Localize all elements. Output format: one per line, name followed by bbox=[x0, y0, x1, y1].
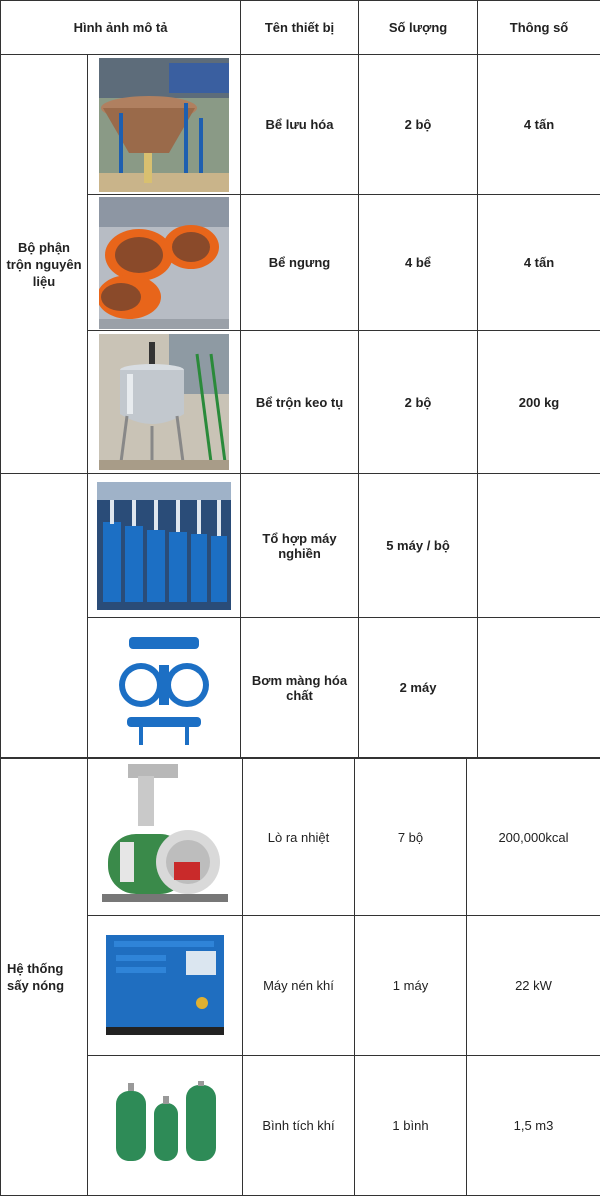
equipment-quantity: 5 máy / bộ bbox=[359, 474, 478, 618]
equipment-quantity: 2 bộ bbox=[359, 55, 478, 195]
equipment-name: Lò ra nhiệt bbox=[243, 759, 355, 916]
table-row bbox=[1, 55, 600, 195]
equipment-name: Bơm màng hóa chất bbox=[241, 618, 359, 758]
header-quantity: Số lượng bbox=[359, 1, 478, 55]
equipment-spec: 200 kg bbox=[478, 331, 600, 474]
equipment-name: Bể lưu hóa bbox=[241, 55, 359, 195]
header-spec: Thông số bbox=[478, 1, 600, 55]
table-row bbox=[1, 1056, 600, 1196]
grinder-assembly-photo bbox=[97, 482, 231, 610]
vulcanizing-tank-photo bbox=[99, 58, 229, 192]
photo-cell bbox=[88, 55, 241, 195]
equipment-name: Bình tích khí bbox=[243, 1056, 355, 1196]
equipment-quantity: 1 máy bbox=[355, 916, 467, 1056]
air-compressor-photo bbox=[100, 931, 230, 1041]
condensing-tank-photo bbox=[99, 197, 229, 329]
photo-cell bbox=[88, 1056, 243, 1196]
photo-cell bbox=[88, 759, 243, 916]
equipment-name: Máy nén khí bbox=[243, 916, 355, 1056]
equipment-name: Tổ hợp máy nghiền bbox=[241, 474, 359, 618]
equipment-quantity: 2 máy bbox=[359, 618, 478, 758]
photo-cell bbox=[88, 331, 241, 474]
flocculation-mixer-photo bbox=[99, 334, 229, 470]
header-name: Tên thiết bị bbox=[241, 1, 359, 55]
table-row bbox=[1, 331, 600, 474]
photo-cell bbox=[88, 618, 241, 758]
heat-furnace-photo bbox=[98, 762, 232, 912]
group-title-mixing: Bộ phận trộn nguyên liệu bbox=[1, 55, 88, 474]
diaphragm-pump-photo bbox=[99, 625, 229, 751]
photo-cell bbox=[88, 916, 243, 1056]
table-row bbox=[1, 916, 600, 1056]
equipment-name: Bể ngưng bbox=[241, 195, 359, 331]
equipment-spec: 4 tấn bbox=[478, 195, 600, 331]
equipment-spec: 200,000kcal bbox=[467, 759, 600, 916]
equipment-spec: 22 kW bbox=[467, 916, 600, 1056]
air-receiver-tanks-photo bbox=[110, 1081, 220, 1171]
equipment-quantity: 4 bể bbox=[359, 195, 478, 331]
group-title-grinding bbox=[1, 474, 88, 758]
photo-cell bbox=[88, 195, 241, 331]
equipment-spec bbox=[478, 618, 600, 758]
table-row bbox=[1, 618, 600, 758]
equipment-spec: 4 tấn bbox=[478, 55, 600, 195]
equipment-quantity: 7 bộ bbox=[355, 759, 467, 916]
equipment-name: Bể trộn keo tụ bbox=[241, 331, 359, 474]
group-title-heating: Hệ thống sấy nóng bbox=[1, 759, 88, 1196]
table-row bbox=[1, 474, 600, 618]
equipment-spec bbox=[478, 474, 600, 618]
equipment-table-bottom bbox=[0, 758, 600, 1196]
table-row bbox=[1, 759, 600, 916]
equipment-quantity: 1 bình bbox=[355, 1056, 467, 1196]
table-header-row bbox=[1, 1, 600, 55]
table-row bbox=[1, 195, 600, 331]
equipment-spec: 1,5 m3 bbox=[467, 1056, 600, 1196]
photo-cell bbox=[88, 474, 241, 618]
equipment-quantity: 2 bộ bbox=[359, 331, 478, 474]
header-description: Hình ảnh mô tả bbox=[1, 1, 241, 55]
